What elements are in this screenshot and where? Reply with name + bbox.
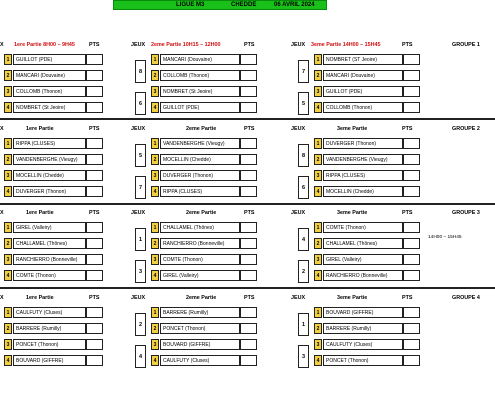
player-name: MOCELLIN (Chedde) xyxy=(13,170,86,181)
player-name: MOCELLIN (Chedde) xyxy=(323,186,403,197)
player-name: GIREL (Valleiry) xyxy=(323,254,403,265)
points-cell[interactable] xyxy=(86,102,103,113)
pts-header: PTS xyxy=(244,210,255,216)
points-cell[interactable] xyxy=(86,70,103,81)
player-name: COLLOMB (Thonon) xyxy=(160,70,240,81)
player-name: GIREL (Valleiry) xyxy=(13,222,86,233)
player-number: 3 xyxy=(314,339,322,350)
player-name: CHALLAMEL (Thônes) xyxy=(13,238,86,249)
player-number: 1 xyxy=(314,307,322,318)
jeux-header: JEUX xyxy=(291,126,306,132)
points-cell[interactable] xyxy=(240,270,257,281)
points-cell[interactable] xyxy=(240,238,257,249)
g1-partie3-header: 3eme Partie 14H00 – 15H45 xyxy=(311,42,381,48)
points-cell[interactable] xyxy=(403,307,420,318)
player-number: 1 xyxy=(151,54,159,65)
partie2-header: 2eme Partie xyxy=(186,295,217,301)
points-cell[interactable] xyxy=(403,54,420,65)
points-cell[interactable] xyxy=(403,102,420,113)
player-name: CAULFUTY (Cluses) xyxy=(13,307,86,318)
court-number: 2 xyxy=(298,260,309,283)
player-number: 3 xyxy=(4,254,12,265)
player-name: GUILLOT (PDE) xyxy=(160,102,240,113)
court-number: 1 xyxy=(135,228,146,251)
player-name: RANCHIERRO (Bonneville) xyxy=(13,254,86,265)
player-name: PONCET (Thonon) xyxy=(13,339,86,350)
points-cell[interactable] xyxy=(86,222,103,233)
partie1-header: 1ere Partie xyxy=(26,210,54,216)
player-name: PONCET (Thonon) xyxy=(160,323,240,334)
player-number: 4 xyxy=(314,102,322,113)
player-number: 1 xyxy=(314,54,322,65)
points-cell[interactable] xyxy=(240,154,257,165)
court-number: 6 xyxy=(298,176,309,199)
jeux-header: JEUX xyxy=(291,295,306,301)
points-cell[interactable] xyxy=(86,170,103,181)
player-number: 1 xyxy=(314,138,322,149)
points-cell[interactable] xyxy=(403,170,420,181)
points-cell[interactable] xyxy=(240,54,257,65)
col-x: X xyxy=(0,42,4,48)
points-cell[interactable] xyxy=(403,154,420,165)
date-title: 06 AVRIL 2024 xyxy=(274,2,315,8)
points-cell[interactable] xyxy=(240,70,257,81)
player-name: RANCHIERRO (Bonneville) xyxy=(323,270,403,281)
player-number: 4 xyxy=(151,186,159,197)
player-number: 3 xyxy=(151,86,159,97)
court-number: 7 xyxy=(135,176,146,199)
points-cell[interactable] xyxy=(86,238,103,249)
player-name: RIPPA (CLUSES) xyxy=(323,170,403,181)
player-number: 3 xyxy=(314,86,322,97)
player-number: 2 xyxy=(314,70,322,81)
points-cell[interactable] xyxy=(403,339,420,350)
points-cell[interactable] xyxy=(86,339,103,350)
player-name: MANCARI (Douvaine) xyxy=(323,70,403,81)
points-cell[interactable] xyxy=(240,102,257,113)
player-name: BOUVARD (GIFFRE) xyxy=(160,339,240,350)
player-name: MANCARI (Douvaine) xyxy=(160,54,240,65)
player-name: GIREL (Valleiry) xyxy=(160,270,240,281)
group-label: GROUPE 2 xyxy=(452,126,480,132)
points-cell[interactable] xyxy=(86,86,103,97)
player-number: 2 xyxy=(151,70,159,81)
partie1-header: 1ere Partie xyxy=(26,295,54,301)
group-separator xyxy=(0,118,495,120)
points-cell[interactable] xyxy=(403,254,420,265)
group-separator xyxy=(0,287,495,289)
player-name: BOUVARD (GIFFRE) xyxy=(13,355,86,366)
points-cell[interactable] xyxy=(240,254,257,265)
points-cell[interactable] xyxy=(240,86,257,97)
points-cell[interactable] xyxy=(240,355,257,366)
player-number: 1 xyxy=(314,222,322,233)
player-number: 3 xyxy=(314,254,322,265)
points-cell[interactable] xyxy=(86,154,103,165)
player-name: NOMBRET (St Jeoire) xyxy=(160,86,240,97)
player-name: GUILLOT (PDE) xyxy=(13,54,86,65)
pts-header: PTS xyxy=(402,42,413,48)
player-name: RIPPA (CLUSES) xyxy=(160,186,240,197)
player-name: RANCHIERRO (Bonneville) xyxy=(160,238,240,249)
player-number: 4 xyxy=(151,270,159,281)
player-number: 3 xyxy=(4,339,12,350)
player-name: DUVERGER (Thonon) xyxy=(160,170,240,181)
col-x: X xyxy=(0,126,4,132)
player-number: 1 xyxy=(4,138,12,149)
points-cell[interactable] xyxy=(403,186,420,197)
player-number: 1 xyxy=(4,54,12,65)
player-number: 3 xyxy=(151,339,159,350)
player-number: 4 xyxy=(4,355,12,366)
points-cell[interactable] xyxy=(403,70,420,81)
player-name: COLLOMB (Thonon) xyxy=(13,86,86,97)
points-cell[interactable] xyxy=(403,355,420,366)
pts-header: PTS xyxy=(89,42,100,48)
partie2-header: 2eme Partie xyxy=(186,126,217,132)
jeux-header: JEUX xyxy=(131,126,146,132)
court-number: 1 xyxy=(298,313,309,336)
points-cell[interactable] xyxy=(240,222,257,233)
player-name: VANDENBERGHE (Vieugy) xyxy=(323,154,403,165)
venue-title: CHEDDE xyxy=(231,2,257,8)
player-name: MOCELLIN (Chedde) xyxy=(160,154,240,165)
points-cell[interactable] xyxy=(403,238,420,249)
jeux-header: JEUX xyxy=(131,42,146,48)
player-number: 1 xyxy=(151,138,159,149)
player-number: 2 xyxy=(4,323,12,334)
player-name: DUVERGER (Thonon) xyxy=(323,138,403,149)
player-name: VANDENBERGHE (Vieugy) xyxy=(160,138,240,149)
player-number: 2 xyxy=(314,238,322,249)
schedule-note: 14H00 – 15H45 xyxy=(428,235,462,240)
court-number: 8 xyxy=(298,144,309,167)
player-name: COLLOMB (Thonon) xyxy=(323,102,403,113)
player-number: 4 xyxy=(4,270,12,281)
points-cell[interactable] xyxy=(86,138,103,149)
player-number: 1 xyxy=(4,307,12,318)
court-number: 4 xyxy=(298,228,309,251)
points-cell[interactable] xyxy=(240,323,257,334)
col-x: X xyxy=(0,295,4,301)
points-cell[interactable] xyxy=(240,170,257,181)
player-number: 3 xyxy=(151,254,159,265)
points-cell[interactable] xyxy=(403,270,420,281)
player-number: 2 xyxy=(151,323,159,334)
court-number: 5 xyxy=(298,92,309,115)
jeux-header: JEUX xyxy=(291,42,306,48)
court-number: 5 xyxy=(135,144,146,167)
group-label: GROUPE 4 xyxy=(452,295,480,301)
player-number: 1 xyxy=(4,222,12,233)
pts-header: PTS xyxy=(89,210,100,216)
jeux-header: JEUX xyxy=(131,210,146,216)
player-number: 4 xyxy=(314,355,322,366)
player-name: BARRERE (Rumilly) xyxy=(160,307,240,318)
player-number: 2 xyxy=(314,154,322,165)
points-cell[interactable] xyxy=(86,270,103,281)
court-number: 7 xyxy=(298,60,309,83)
player-name: COMTE (Thonon) xyxy=(323,222,403,233)
player-number: 3 xyxy=(314,170,322,181)
player-name: CAULFUTY (Cluses) xyxy=(160,355,240,366)
player-name: BOUVARD (GIFFRE) xyxy=(323,307,403,318)
points-cell[interactable] xyxy=(403,138,420,149)
player-name: CAULFUTY (Cluses) xyxy=(323,339,403,350)
points-cell[interactable] xyxy=(240,339,257,350)
group-label: GROUPE 1 xyxy=(452,42,480,48)
points-cell[interactable] xyxy=(86,186,103,197)
player-number: 4 xyxy=(314,186,322,197)
league-title: LIGUE M3 xyxy=(176,2,205,8)
player-number: 3 xyxy=(4,170,12,181)
points-cell[interactable] xyxy=(86,54,103,65)
points-cell[interactable] xyxy=(86,254,103,265)
court-number: 6 xyxy=(135,92,146,115)
points-cell[interactable] xyxy=(240,307,257,318)
player-number: 1 xyxy=(151,222,159,233)
player-name: COMTE (Thonon) xyxy=(160,254,240,265)
player-number: 4 xyxy=(314,270,322,281)
points-cell[interactable] xyxy=(403,323,420,334)
player-number: 3 xyxy=(151,170,159,181)
partie2-header: 2eme Partie xyxy=(186,210,217,216)
group-separator xyxy=(0,203,495,205)
points-cell[interactable] xyxy=(240,186,257,197)
jeux-header: JEUX xyxy=(131,295,146,301)
col-x: X xyxy=(0,210,4,216)
player-name: NOMBRET (ST Jeoire) xyxy=(323,54,403,65)
pts-header: PTS xyxy=(244,126,255,132)
player-number: 4 xyxy=(4,186,12,197)
points-cell[interactable] xyxy=(240,138,257,149)
player-name: CHALLAMEL (Thônes) xyxy=(323,238,403,249)
title-banner xyxy=(113,0,327,10)
player-name: MANCARI (Douvaine) xyxy=(13,70,86,81)
partie1-header: 1ere Partie xyxy=(26,126,54,132)
pts-header: PTS xyxy=(89,126,100,132)
jeux-header: JEUX xyxy=(291,210,306,216)
player-number: 3 xyxy=(4,86,12,97)
points-cell[interactable] xyxy=(86,323,103,334)
player-number: 2 xyxy=(4,154,12,165)
pts-header: PTS xyxy=(402,295,413,301)
pts-header: PTS xyxy=(89,295,100,301)
player-number: 1 xyxy=(151,307,159,318)
player-number: 4 xyxy=(151,102,159,113)
pts-header: PTS xyxy=(402,126,413,132)
player-name: NOMBRET (St Jeoire) xyxy=(13,102,86,113)
pts-header: PTS xyxy=(244,42,255,48)
g1-partie2-header: 2eme Partie 10H15 – 12H00 xyxy=(151,42,221,48)
g1-partie1-header: 1ere Partie 8H00 – 9H45 xyxy=(14,42,75,48)
points-cell[interactable] xyxy=(86,355,103,366)
court-number: 2 xyxy=(135,313,146,336)
player-number: 2 xyxy=(4,238,12,249)
court-number: 3 xyxy=(298,345,309,368)
points-cell[interactable] xyxy=(403,222,420,233)
partie3-header: 3eme Partie xyxy=(337,295,368,301)
player-name: DUVERGER (Thonon) xyxy=(13,186,86,197)
player-name: GUILLOT (PDE) xyxy=(323,86,403,97)
player-number: 4 xyxy=(151,355,159,366)
points-cell[interactable] xyxy=(86,307,103,318)
player-number: 2 xyxy=(4,70,12,81)
player-number: 2 xyxy=(151,154,159,165)
group-label: GROUPE 3 xyxy=(452,210,480,216)
player-name: RIPPA (CLUSES) xyxy=(13,138,86,149)
player-name: BARRERE (Rumilly) xyxy=(323,323,403,334)
partie3-header: 3eme Partie xyxy=(337,126,368,132)
player-name: CHALLAMEL (Thônes) xyxy=(160,222,240,233)
partie3-header: 3eme Partie xyxy=(337,210,368,216)
pts-header: PTS xyxy=(402,210,413,216)
court-number: 8 xyxy=(135,60,146,83)
player-number: 4 xyxy=(4,102,12,113)
player-name: VANDENBERGHE (Vieugy) xyxy=(13,154,86,165)
points-cell[interactable] xyxy=(403,86,420,97)
player-number: 2 xyxy=(151,238,159,249)
player-name: PONCET (Thonon) xyxy=(323,355,403,366)
court-number: 4 xyxy=(135,345,146,368)
player-name: BARRERE (Rumilly) xyxy=(13,323,86,334)
player-number: 2 xyxy=(314,323,322,334)
pts-header: PTS xyxy=(244,295,255,301)
player-name: COMTE (Thonon) xyxy=(13,270,86,281)
court-number: 3 xyxy=(135,260,146,283)
